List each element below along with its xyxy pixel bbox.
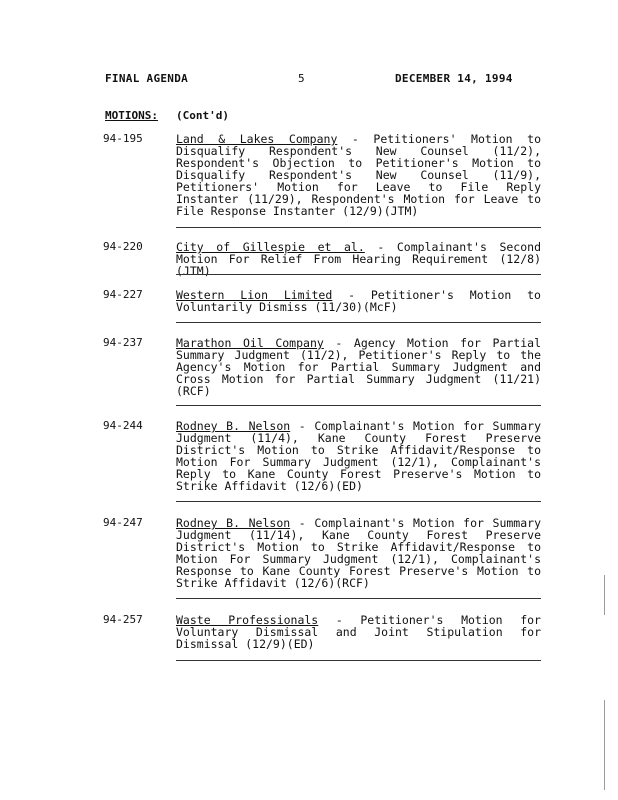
- scan-edge-mark: [604, 575, 605, 615]
- page-number: 5: [298, 72, 305, 85]
- entry-divider: [176, 660, 541, 661]
- case-number: 94-237: [103, 336, 143, 349]
- entry-body: [176, 337, 541, 397]
- party-name: Western Lion Limited: [176, 288, 333, 302]
- entry-divider: [176, 227, 541, 228]
- party-name: Land & Lakes Company: [176, 132, 338, 146]
- entry-body: [176, 133, 541, 217]
- agenda-title: FINAL AGENDA: [105, 72, 189, 85]
- agenda-date: DECEMBER 14, 1994: [395, 72, 513, 85]
- entry-divider: [176, 322, 541, 323]
- entry-body: [176, 289, 541, 313]
- party-name: Marathon Oil Company: [176, 336, 324, 350]
- party-name: Rodney B. Nelson: [176, 516, 291, 530]
- motion-text: - Complainant's Motion for Summary Judgment (11/4), Kane County Forest Preserve District's Motion to Strike Affidavit/Response to Motion For Summary Judgment (12/1), Complainant's Reply to Kane County Forest Preserve's Motion to Strike Affidavit (12/6)(ED): [176, 419, 542, 493]
- section-label: MOTIONS:: [105, 109, 158, 122]
- scan-edge-mark: [604, 700, 605, 790]
- motion-text: - Petitioner's Motion to Voluntarily Dismiss (11/30)(McF): [176, 288, 541, 314]
- case-number: 94-227: [103, 288, 143, 301]
- case-number: 94-195: [103, 132, 143, 145]
- entry-body: [176, 517, 541, 589]
- case-number: 94-247: [103, 516, 143, 529]
- motion-text: - Agency Motion for Partial Summary Judgment (11/2), Petitioner's Reply to the Agency's Motion for Partial Summary Judgment and Cross Motion for Partial Summary Judgment (11/21)(RCF): [176, 336, 541, 398]
- entry-body: [176, 420, 541, 492]
- motion-text: - Petitioners' Motion to Disqualify Respondent's New Counsel (11/2), Respondent's Objection to Petitioner's Motion to Disqualify Respondent's New Counsel (11/9), Petitioners' Motion for Leave to File Reply Instanter (11/29), Respondent's Motion for Leave to File Response Instanter (12/9)(JTM): [176, 132, 541, 218]
- entry-divider: [176, 405, 541, 406]
- case-number: 94-244: [103, 419, 143, 432]
- entry-divider: [176, 598, 541, 599]
- party-name: City of Gillespie et al.: [176, 240, 365, 254]
- case-number: 94-257: [103, 613, 143, 626]
- entry-body: [176, 614, 541, 650]
- entry-divider: [176, 274, 541, 275]
- motion-text: - Petitioner's Motion for Voluntary Dismissal and Joint Stipulation for Dismissal (12/9)(ED): [176, 613, 541, 651]
- party-name: Waste Professionals: [176, 613, 319, 627]
- motion-text: - Complainant's Motion for Summary Judgment (11/14), Kane County Forest Preserve District's Motion to Strike Affidavit/Response to Motion For Summary Judgment (12/1), Complainant's Response to Kane County Forest Preserve's Motion to Strike Affidavit (12/6)(RCF): [176, 516, 542, 590]
- entry-body: [176, 241, 541, 277]
- motion-text: - Complainant's Second Motion For Relief From Hearing Requirement (12/8) (JTM): [176, 240, 542, 278]
- section-continued: (Cont'd): [176, 109, 229, 122]
- case-number: 94-220: [103, 240, 143, 253]
- party-name: Rodney B. Nelson: [176, 419, 291, 433]
- entry-divider: [176, 501, 541, 502]
